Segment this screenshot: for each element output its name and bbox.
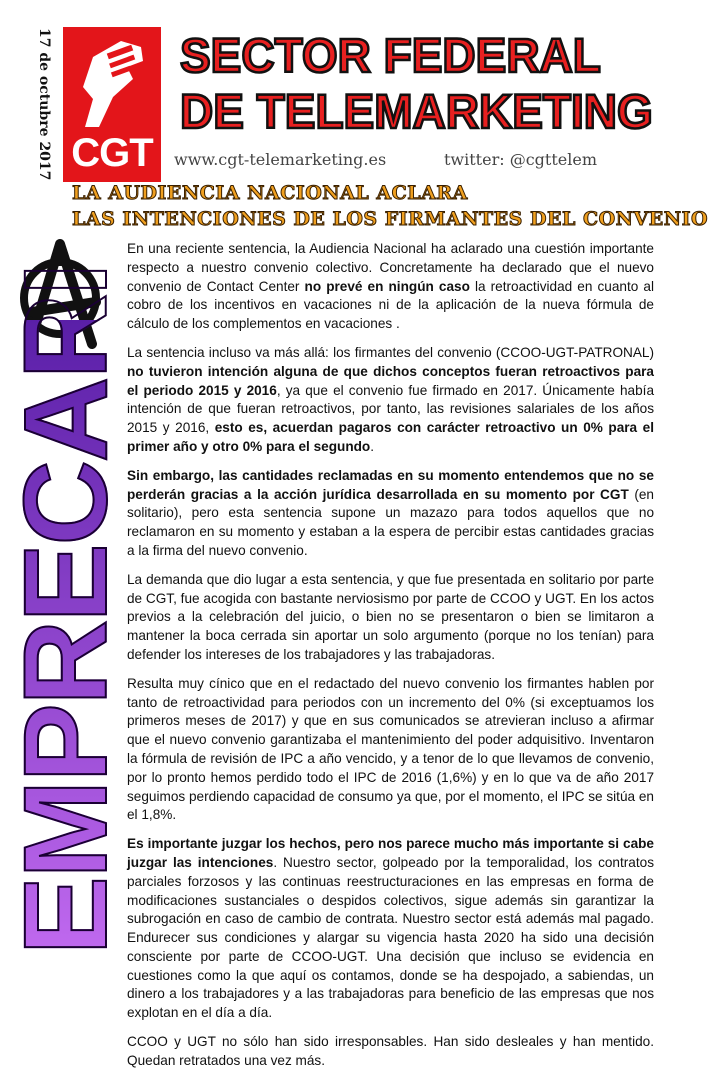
text-segment: . Nuestro sector, golpeado por la temporalidad, los contratos parciales forzosos y las continuas reestructuraciones en las empresas en forma de modificaciones sustanciales o despidos colectivos, sigue además sin garantizar la subrogación en caso de cambio de contrata. Nuestro sector está además mal pagado. Endurecer sus condiciones y alargar su vigencia hasta 2020 ha sido una decisión consciente por parte de CCOO-UGT. Una decisión que incluso se evidencia en cuestiones como la que aquí os contamos, donde se ha despojado, a sabiendas, un dinero a los trabajadores y a las trabajadoras para beneficio de las empresas que nos explotan en el día a día. <box>127 854 654 1021</box>
side-banner-text: EMPRECARI <box>0 264 132 955</box>
paragraph <box>127 240 654 334</box>
article-body <box>127 240 654 1081</box>
headline-line-1: LA AUDIENCIA NACIONAL ACLARA <box>72 182 468 204</box>
text-segment: Resulta muy cínico que en el redactado del nuevo convenio los firmantes hablen por tanto de retroactividad para periodos con un incremento del 0% (si exceptuamos los primeros meses de 2017) y que en sus comunicados se atrevieran incluso a afirmar que el nuevo convenio garantizaba el mantenimiento del poder adquisitivo. Inventaron la fórmula de revisión de IPC a año vencido, y a tenor de lo que llevamos de convenio, por lo pronto hemos perdido todo el IPC de 2016 (1,6%) y en lo que va de año 2017 seguimos perdiendo capacidad de consumo ya que, por el momento, el IPC se sitúa en el 1,8%. <box>127 675 654 823</box>
paragraph <box>127 835 654 1023</box>
paragraph <box>127 467 654 561</box>
text-segment: La demanda que dio lugar a esta sentencia, y que fue presentada en solitario por parte de CGT, fue acogida con bastante nerviosismo por parte de CCOO y UGT. En los actos previos a la celebración del juicio, o bien no se presentaron o bien se limitaron a mantener la boca cerrada sin aportar un solo argumento (porque no los tenían) para defender los intereses de los trabajadores y las trabajadoras. <box>127 571 654 662</box>
logo-text: CGT <box>71 131 153 175</box>
text-segment: CCOO y UGT no sólo han sido irresponsables. Han sido desleales y han mentido. Quedan retratados una vez más. <box>127 1034 654 1068</box>
bold-text: Es importante juzgar los hechos, pero nos parece mucho más importante si cabe juzgar las intenciones <box>127 836 654 870</box>
date-text: 17 de octubre 2017 <box>36 28 52 181</box>
twitter-handle[interactable]: twitter: @cgttelem <box>444 150 597 169</box>
text-segment: , ya que el convenio fue firmado en 2017. Únicamente había intención de que fueran retroactivos, por tanto, las revisiones salariales de los años 2015 y 2016, <box>127 382 655 436</box>
bold-text: esto es, acuerdan pagaros con carácter retroactivo un 0% para el primer año y otro 0% para el segundo <box>127 420 654 454</box>
bold-text: no prevé en ningún caso <box>304 278 470 294</box>
paragraph <box>127 1033 654 1071</box>
text-segment: la retroactividad en cuanto al cobro de los incentivos en vacaciones ni de la aplicación de la nueva fórmula de cálculo de los complementos en vacaciones . <box>127 278 654 332</box>
website-link[interactable]: www.cgt-telemarketing.es <box>174 150 387 169</box>
text-segment: . <box>370 438 375 454</box>
title-line-1: SECTOR FEDERAL <box>180 27 601 83</box>
headline-line-2: LAS INTENCIONES DE LOS FIRMANTES DEL CONVENIO <box>72 208 708 230</box>
text-segment: La sentencia incluso va más allá: los firmantes del convenio (CCOO-UGT-PATRONAL) <box>127 344 654 360</box>
side-banner <box>0 264 132 955</box>
text-segment: En una reciente sentencia, la Audiencia Nacional ha aclarado una cuestión importante respecto a nuestro convenio colectivo. Concretamente ha declarado que el nuevo convenio de Contact Center <box>127 241 654 294</box>
bold-text: no tuvieron intención alguna de que dichos conceptos fueran retroactivos para el periodo 2015 y 2016 <box>127 363 654 398</box>
cgt-logo <box>63 27 161 182</box>
paragraph <box>127 571 654 665</box>
paragraph <box>127 344 654 457</box>
paragraph <box>127 675 654 825</box>
title-line-2: DE TELEMARKETING <box>180 83 653 139</box>
bold-text: Sin embargo, las cantidades reclamadas en su momento entendemos que no se perderán gracias a la acción jurídica desarrollada en su momento por CGT <box>127 467 654 502</box>
raised-fist-icon <box>63 27 161 137</box>
text-segment: (en solitario), pero esta sentencia supone un mazazo para todos aquellos que no reclamaron en su momento y estaban a la espera de percibir estas cantidades gracias a la firma del nuevo convenio. <box>127 486 654 558</box>
date-label <box>20 20 60 181</box>
